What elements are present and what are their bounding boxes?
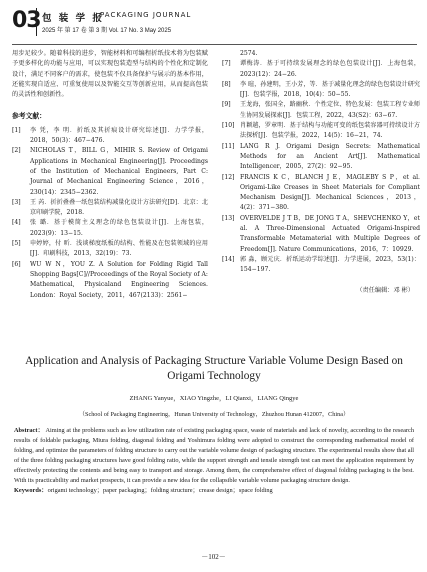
references-list-right [222,59,420,275]
reference-item [12,126,208,147]
reference-item [222,214,420,255]
reference-item [222,100,420,121]
reference-number: [9] [222,101,231,109]
keywords-label: Keywords： [14,487,48,495]
reference-number: [5] [12,240,21,248]
page-number: －102－ [201,553,226,561]
issue-number: 03 [12,8,41,33]
reference-number: [7] [222,60,231,68]
reference-text: 谭梅涛．基于可持续发展理念的绿色包装设计[J]．上海包装，2023(12)：24−26. [240,60,420,78]
reference-text: 王 芮．折折叠叠一纸包装结构减量化设计方法研究[D]．北京：北京印刷学院，2018. [30,198,208,217]
reference-number: [14] [222,255,235,263]
reference-item [12,260,208,301]
reference-text: 郭 淼，顾元庆．折纸运动学综述[J]．力学进展，2023，53(1)：154−197. [240,255,420,274]
reference-number: [13] [222,214,235,222]
reference-text: NICHOLAS T，BILL G，MIHIR S. Review of Origami Applications in Mechanical Engineering[J]. Proceedings of the Institution of Mechanical Engineers, Part C: Journal of Mechanical Engineering Science，2016，230(14)：2345−2362. [30,147,208,196]
reference-item [222,80,420,101]
volume-info: 2025 年 第 17 卷 第 3 期 Vol. 17 No. 3 May 2025 [42,28,172,34]
reference-number: [2] [12,147,21,155]
reference-number: [3] [12,198,21,206]
reference-item [222,59,420,80]
article-title: Application and Analysis of Packaging Structure Variable Volume Design Based on Origami Technology [25,355,403,382]
reference-text: 李 凭，李 明．折纸及其折痕设计研究综述[J]．力学学报，2018，50(3)：467−476. [30,126,208,145]
keywords-text: origami technology；paper packaging；folding structure；crease design；space folding [47,487,273,495]
journal-header [12,8,417,42]
reference-item [12,198,208,219]
reference-text: FRANCIS K C，BLANCH J E，MAGLEBY S P，et al. Origami-Like Creases in Sheet Materials for Compliant Mechanism Design[J]. Mechanical Sciences，2013，4(2)：371−380. [240,173,420,212]
reference-number: [4] [12,219,21,227]
abstract-text: Aiming at the problems such as low utilization rate of existing packaging space, waste of materials and lack of novelty, according to the research results of foldable packaging, Miura folding, diagonal folding and Yoshimura folding were adopted to construct the corresponding mathematical model of folding, and optimize the parameters of folding structure to carry out the variable volume design of packaging structure. The experimental results show that all of the three folding packaging structures have good folding ratio, while the support strength and tensile strength test can meet the application requirement by effectively protecting the contents and being easy to transport and storage. Among them, the comprehensive effect of diagonal folding packaging is the best. With its practicability and market prospects, it can provide a new idea for the collapsible variable volume packaging structure design. [14,427,414,484]
reference-text: 申婷婷，付 昕．浅谈梯度纸板的结构、性能及在包装领域的应用[J]．印刷科技，2013，32(19)：73. [30,240,208,258]
right-column [222,49,420,296]
reference-item [222,255,420,276]
conclusion-paragraph: 用步足较少。随着科技的进步，智能材料和可编程折纸技术将为包装赋予更多样化的功能与应用，可以实现包装造型与结构的个性化和定制化设计，满足不同客户的需求，使包装不仅具备保护与展示的基本作用，还能实现自适应、可重复使用以及智能交互等创新应用，从而提高包装的灵活性和创新性。 [12,50,208,99]
reference-item [222,121,420,142]
reference-text: LANG R J. Origami Design Secrets: Mathematical Methods for an Ancient Art[J]. Mathematical Intelligencer，2005，27(2)：92−95. [240,142,420,171]
header-rule [12,44,417,45]
reference-text: 肖颖越，罗章明．基于结构与功能可变的纸包装容器可持续设计方法探析[J]．包装学报，2022，14(5)：16−21，74. [240,122,420,140]
reference-text: OVERVELDE J T B，DE JONG T A，SHEVCHENKO Y，et al. A Three-Dimensional Actuated Origami-Inspired Transformable Metamaterial with Multiple Degrees of Freedom[J]. Nature Communications，2016，7：10929. [240,214,420,253]
reference-number: [10] [222,122,235,130]
left-column [12,49,208,301]
journal-title-en: PACKAGING JOURNAL [100,11,192,19]
keywords [14,486,414,496]
reference-item [12,239,208,260]
reference-item [222,142,420,173]
reference-continuation: 2574. [240,50,258,57]
authors: ZHANG Yanyue，XIAO Yingzhe，LI Qianxi，LIANG Qingye [129,395,299,402]
reference-number: [11] [222,142,235,150]
references-list-left [12,126,208,301]
reference-text: 张 璐．基于模简主义理念的绿色包装设计[J]．上海包装，2023(9)：13−15. [30,219,208,237]
header-divider [36,8,37,36]
reference-item [222,173,420,214]
reference-number: [12] [222,173,235,181]
english-abstract-section [14,354,414,496]
abstract-label: Abstract： [14,427,45,434]
reference-number: [6] [12,260,21,268]
reference-number: [1] [12,126,21,134]
responsible-editor: （责任编辑：邓 彬） [356,286,414,294]
reference-text: 李 暄，孙建明，王小芳，等．基于减量化理念的绿色包装设计研究[J]．包装学报，2018，10(4)：50−55. [240,80,420,99]
abstract [14,426,414,485]
reference-number: [8] [222,80,231,88]
reference-item [12,218,208,239]
reference-text: 王龙海，张国全，路幽秋．个性定位、特色发展：包装工程专业师生协同发展探索[J]．包装工程，2022，43(S2)：63−67. [240,101,420,119]
references-heading: 参考文献： [12,112,46,121]
journal-title-cn: 包 装 学 报 [42,13,104,24]
affiliation: （School of Packaging Engineering，Hunan University of Technology，Zhuzhou Hunan 412007，China） [78,411,350,418]
reference-item [12,146,208,197]
reference-text: WU W N，YOU Z. A Solution for Folding Rigid Tall Shopping Bags[C]//Proceedings of the Royal Society of A: Mathematical, Physicaland Engineering Sciences. London：Royal Society，2011，467(2133)：2561− [30,260,208,299]
